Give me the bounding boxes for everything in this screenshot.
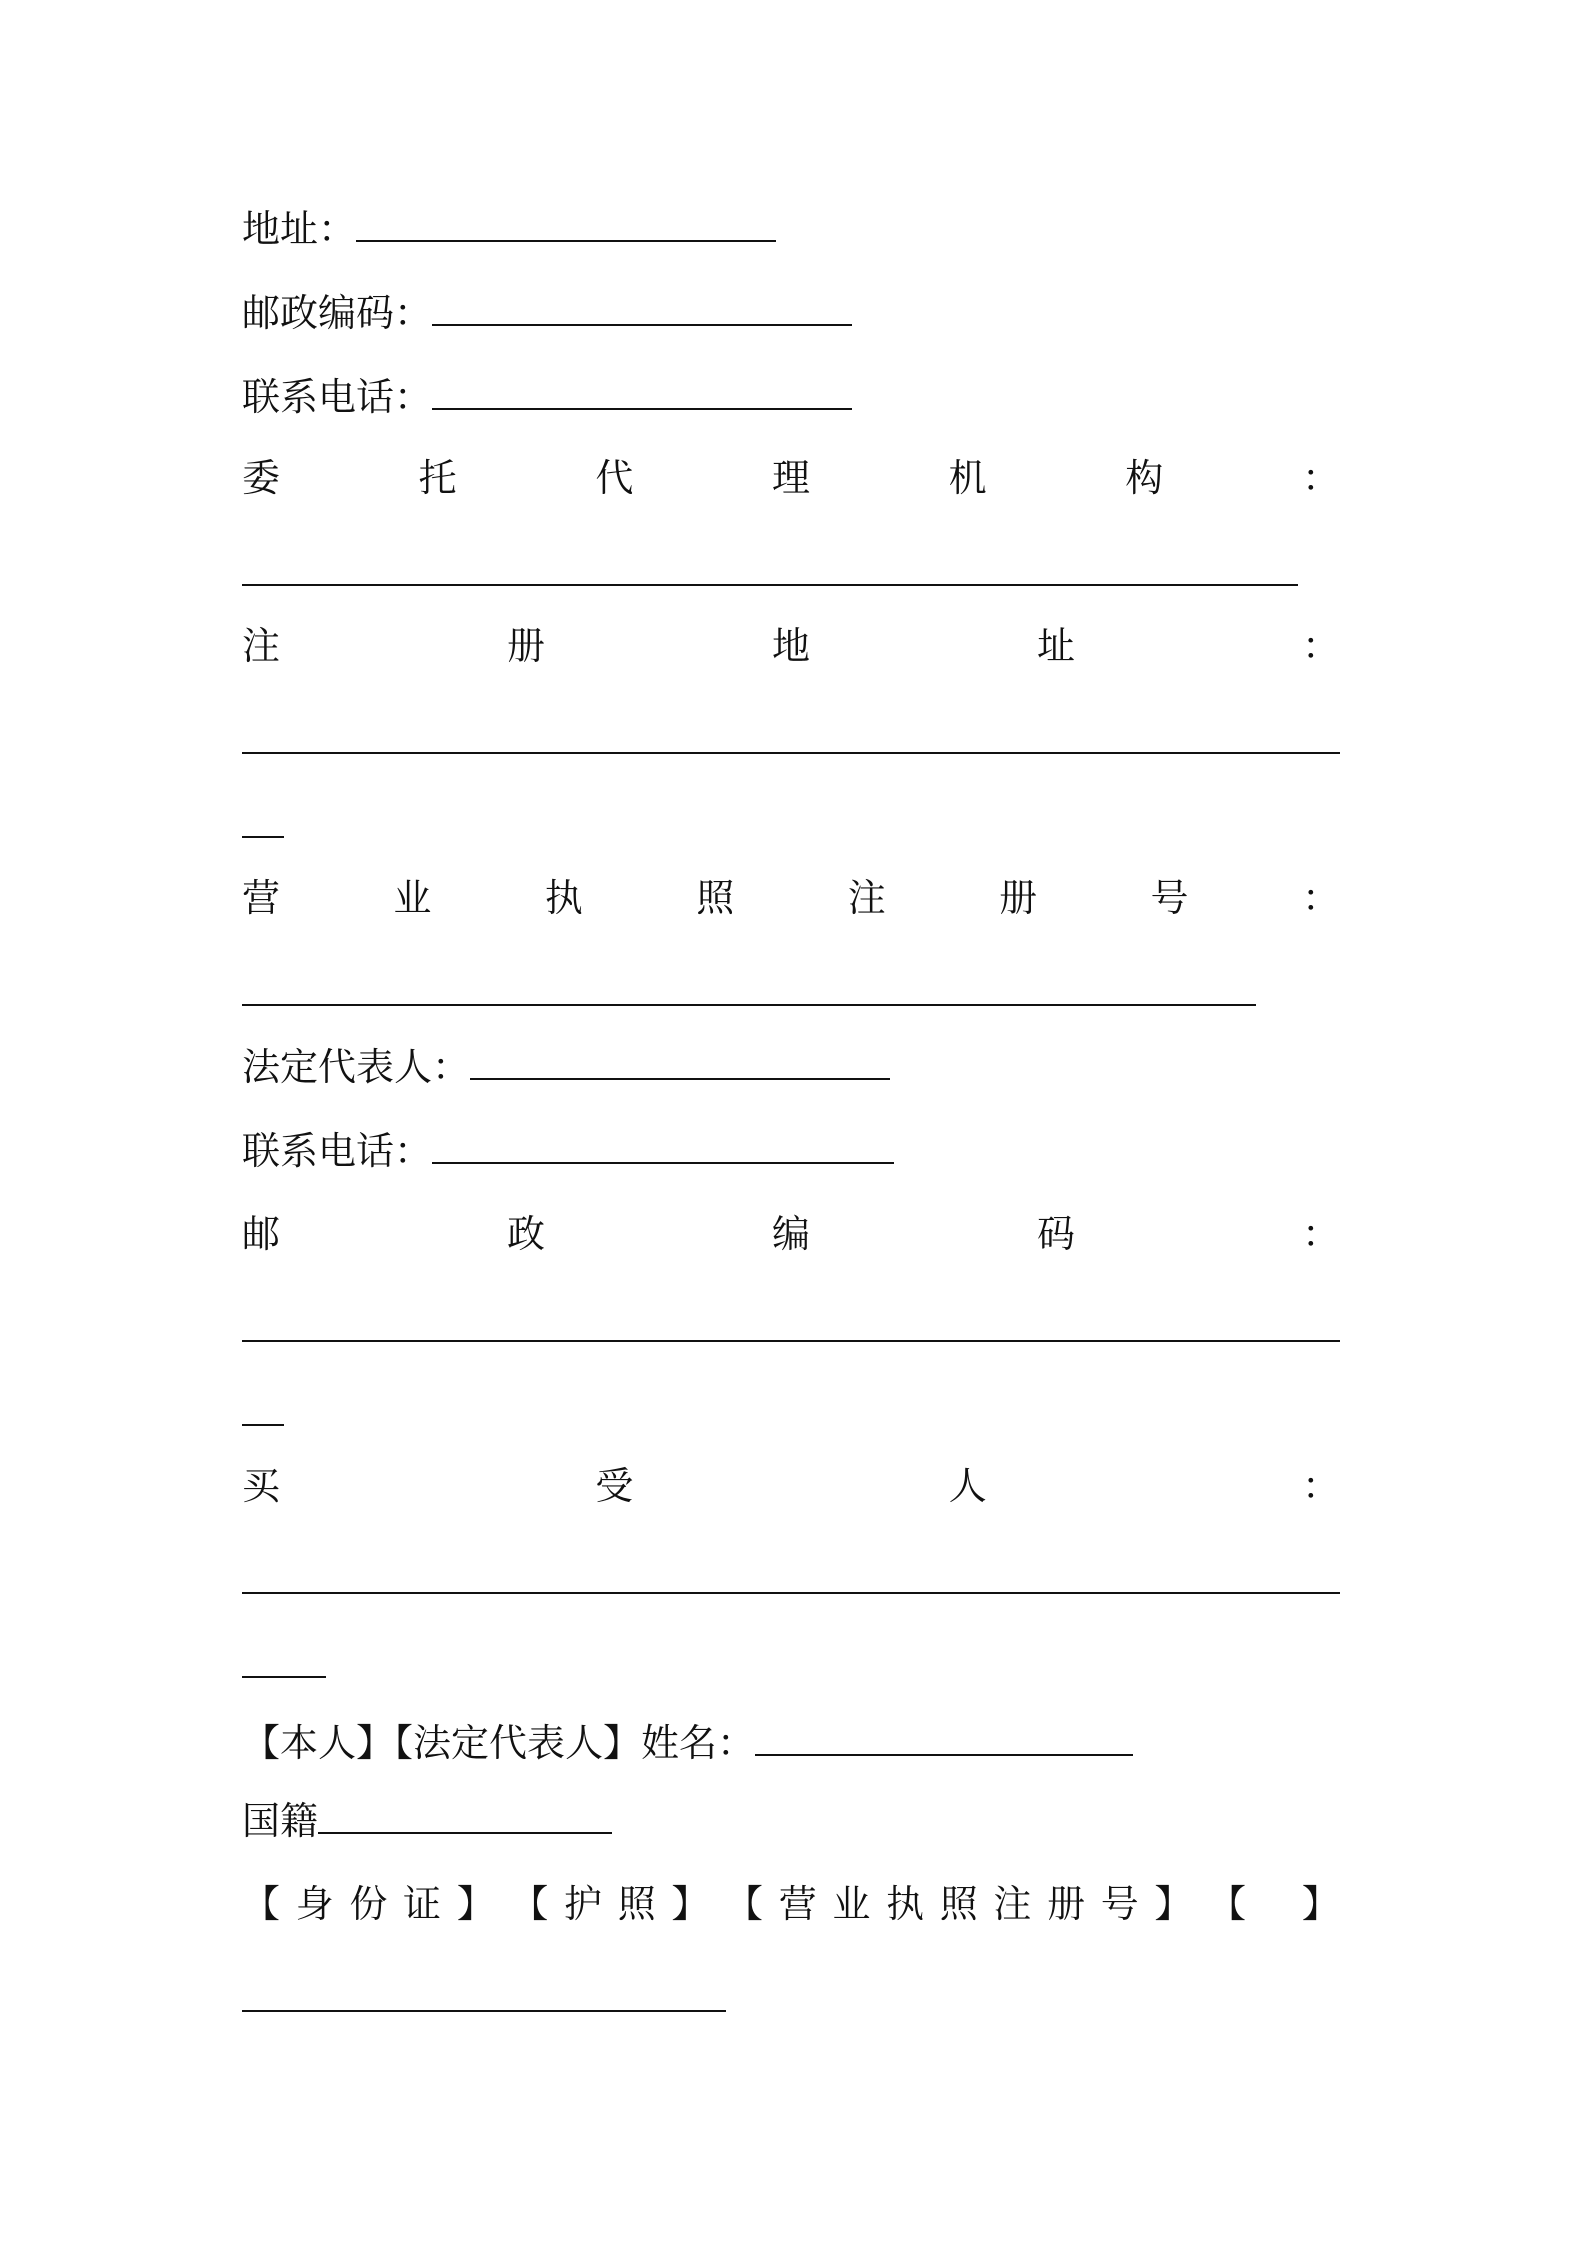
address-label: 地址： xyxy=(242,207,357,251)
agency-char: 机 xyxy=(948,456,987,500)
agency-char: 理 xyxy=(771,456,810,500)
buyer-char: 人 xyxy=(948,1464,987,1508)
id-type-char: 营 xyxy=(778,1882,817,1926)
id-type-char: 照 xyxy=(939,1882,978,1926)
id-number-field[interactable] xyxy=(242,2010,726,2012)
agency-char: ： xyxy=(1301,456,1340,500)
id-type-char: 执 xyxy=(886,1882,925,1926)
postcode-char: 邮 xyxy=(242,1212,281,1256)
postcode-field[interactable] xyxy=(432,288,852,326)
agency-char: 托 xyxy=(418,456,457,500)
license-char: 注 xyxy=(847,876,886,920)
agency-label-row xyxy=(242,454,1340,502)
id-type-char: 证 xyxy=(403,1882,442,1926)
buyer-label-row xyxy=(242,1462,1340,1510)
license-char: 执 xyxy=(544,876,583,920)
name-label: 【本人】【法定代表人】姓名： xyxy=(242,1721,756,1765)
buyer-field[interactable] xyxy=(242,1592,1340,1594)
id-type-char: 号 xyxy=(1100,1882,1139,1926)
id-type-char: 册 xyxy=(1047,1882,1086,1926)
reg-address-char: 地 xyxy=(771,624,810,668)
reg-address-field-continued[interactable] xyxy=(242,836,284,838)
agency-char: 构 xyxy=(1125,456,1164,500)
phone-label: 联系电话： xyxy=(242,375,433,419)
postcode-char: 码 xyxy=(1036,1212,1075,1256)
license-field[interactable] xyxy=(242,1004,1256,1006)
reg-address-char: ： xyxy=(1301,624,1340,668)
postcode-label: 邮政编码： xyxy=(242,291,433,335)
phone-row-2 xyxy=(242,1126,894,1175)
id-type-char: 【 xyxy=(725,1882,764,1926)
id-type-char: 】 xyxy=(1301,1882,1340,1926)
nationality-label: 国籍 xyxy=(242,1799,319,1843)
postcode-field-2-continued[interactable] xyxy=(242,1424,284,1426)
name-row xyxy=(242,1718,1133,1767)
phone-field[interactable] xyxy=(432,372,852,410)
legal-rep-field[interactable] xyxy=(470,1042,890,1080)
postcode-field-2[interactable] xyxy=(242,1340,1340,1342)
license-char: ： xyxy=(1301,876,1340,920)
id-type-char: 身 xyxy=(295,1882,334,1926)
agency-field[interactable] xyxy=(242,584,1298,586)
id-type-row xyxy=(242,1880,1340,1928)
nationality-row xyxy=(242,1796,612,1845)
id-type-char: 【 xyxy=(1208,1882,1247,1926)
name-field[interactable] xyxy=(755,1718,1133,1756)
reg-address-label-row xyxy=(242,622,1340,670)
postcode-row xyxy=(242,288,852,337)
license-char: 册 xyxy=(999,876,1038,920)
id-type-char: 份 xyxy=(349,1882,388,1926)
id-type-char: 】 xyxy=(671,1882,710,1926)
buyer-field-continued[interactable] xyxy=(242,1676,326,1678)
postcode-char: ： xyxy=(1301,1212,1340,1256)
phone-field-2[interactable] xyxy=(432,1126,894,1164)
phone-label-2: 联系电话： xyxy=(242,1129,433,1173)
id-type-char: 业 xyxy=(832,1882,871,1926)
legal-rep-label: 法定代表人： xyxy=(242,1045,471,1089)
id-type-char: 】 xyxy=(456,1882,495,1926)
postcode-char: 政 xyxy=(506,1212,545,1256)
id-type-char: 注 xyxy=(993,1882,1032,1926)
agency-char: 委 xyxy=(242,456,281,500)
id-type-char: 护 xyxy=(564,1882,603,1926)
reg-address-char: 址 xyxy=(1036,624,1075,668)
postcode-label-row-2 xyxy=(242,1210,1340,1258)
buyer-char: ： xyxy=(1301,1464,1340,1508)
id-type-char: 照 xyxy=(617,1882,656,1926)
id-type-char: 【 xyxy=(510,1882,549,1926)
buyer-char: 买 xyxy=(242,1464,281,1508)
postcode-char: 编 xyxy=(771,1212,810,1256)
license-char: 营 xyxy=(242,876,281,920)
license-char: 号 xyxy=(1150,876,1189,920)
reg-address-field[interactable] xyxy=(242,752,1340,754)
reg-address-char: 册 xyxy=(506,624,545,668)
reg-address-char: 注 xyxy=(242,624,281,668)
id-type-char: 】 xyxy=(1154,1882,1193,1926)
legal-rep-row xyxy=(242,1042,890,1091)
buyer-char: 受 xyxy=(595,1464,634,1508)
id-type-char: 【 xyxy=(242,1882,281,1926)
license-char: 业 xyxy=(393,876,432,920)
nationality-field[interactable] xyxy=(318,1796,612,1834)
license-char: 照 xyxy=(696,876,735,920)
address-field[interactable] xyxy=(356,204,776,242)
license-label-row xyxy=(242,874,1340,922)
address-row xyxy=(242,204,776,253)
phone-row xyxy=(242,372,852,421)
agency-char: 代 xyxy=(595,456,634,500)
